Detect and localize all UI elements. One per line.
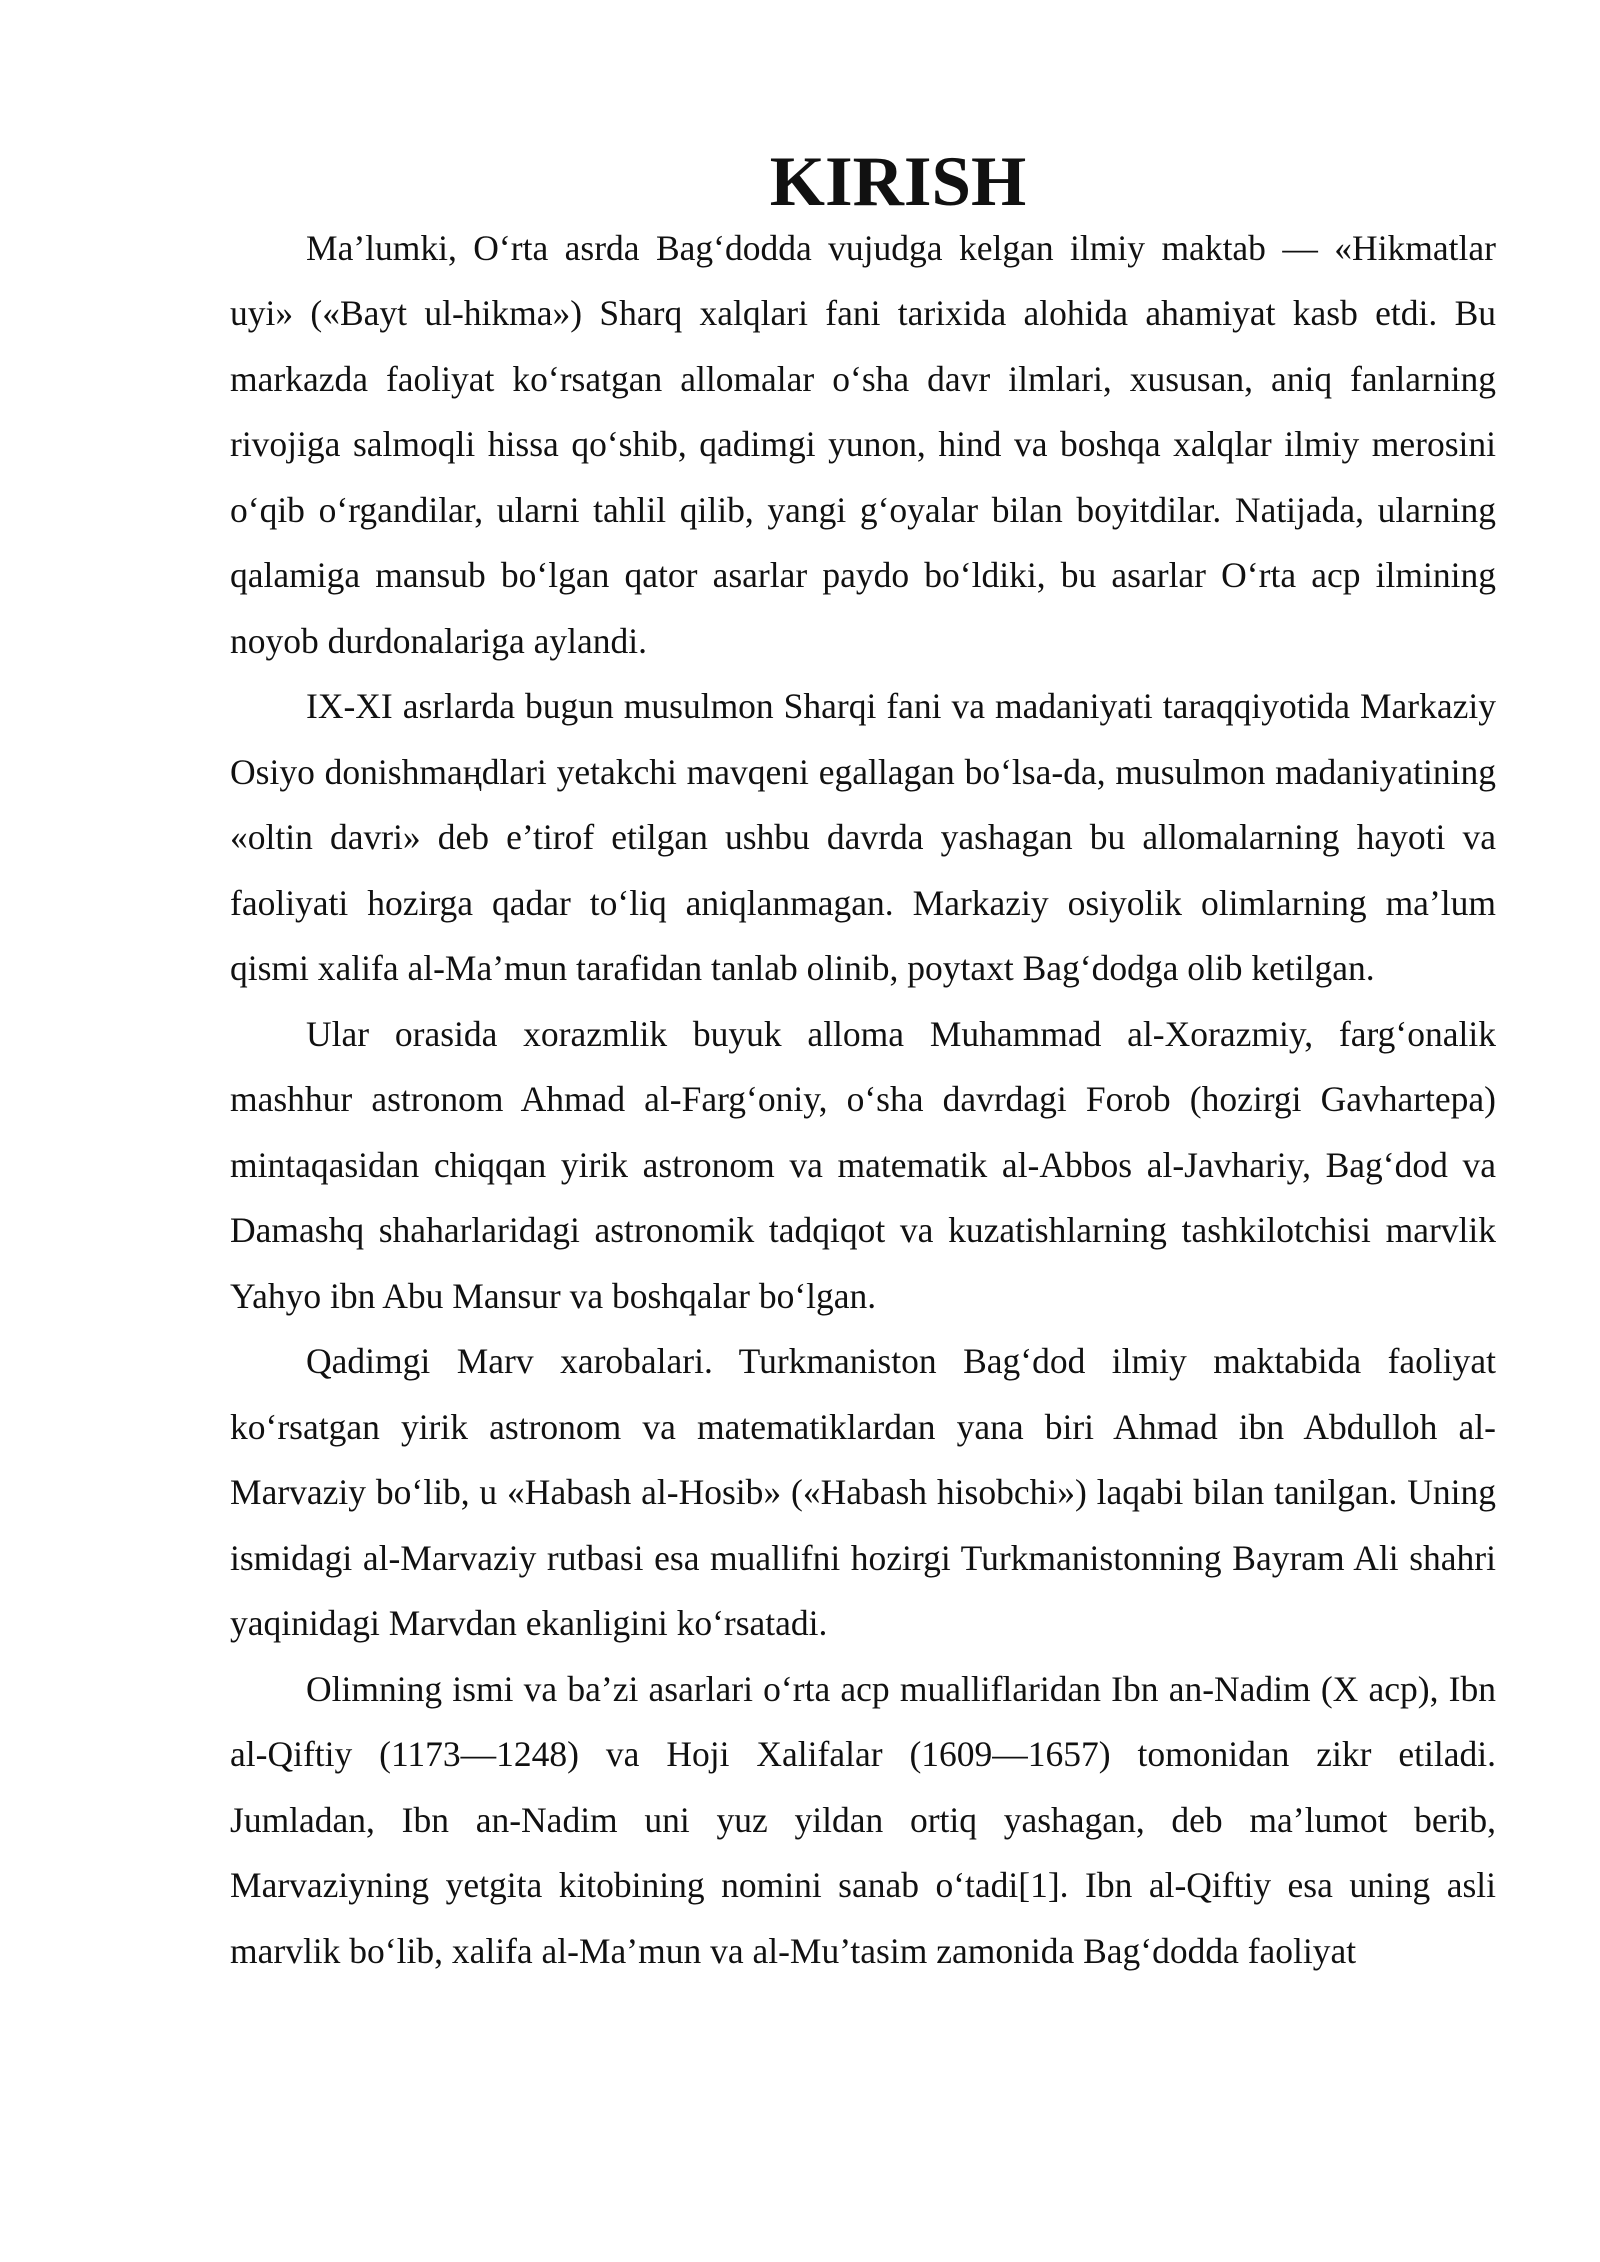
paragraph-2: IX-XI asrlarda bugun musulmon Sharqi fani va madaniyati taraqqiyotida Markaziy Osiyo donishmaңdlari yetakchi mavqeni egallagan bo‘lsa-da, musulmon madaniyatining «oltin davri» deb e’tirof etilgan ushbu davrda yashagan bu allomalarning hayoti va faoliyati hozirga qadar to‘liq aniqlanmagan. Markaziy osiyolik olimlarning ma’lum qismi xalifa al-Ma’mun tarafidan tanlab olinib, poytaxt Bag‘dodga olib ketilgan. xyxy=(230,686,1496,988)
paragraph-1: Ma’lumki, O‘rta asrda Bag‘dodda vujudga kelgan ilmiy maktab — «Hikmatlar uyi» («Bayt ul-hikma») Sharq xalqlari fani tarixida alohida ahamiyat kasb etdi. Bu markazda faoliyat ko‘rsatgan allomalar o‘sha davr ilmlari, xususan, aniq fanlarning rivojiga salmoqli hissa qo‘shib, qadimgi yunon, hind va boshqa xalqlar ilmiy merosini o‘qib o‘rgandilar, ularni tahlil qilib, yangi g‘oyalar bilan boyitdilar. Natijada, ularning qalamiga mansub bo‘lgan qator asarlar paydo bo‘ldiki, bu asarlar O‘rta acp ilmining noyob durdonalariga aylandi. xyxy=(230,227,1496,661)
page-title: KIRISH xyxy=(769,143,1027,221)
paragraph-3: Ular orasida xorazmlik buyuk alloma Muhammad al-Xorazmiy, farg‘onalik mashhur astronom Ahmad al-Farg‘oniy, o‘sha davrdagi Forob (hozirgi Gavhartepa) mintaqasidan chiqqan yirik astronom va matematik al-Abbos al-Javhariy, Bag‘dod va Damashq shaharlaridagi astronomik tadqiqot va kuzatishlarning tashkilotchisi marvlik Yahyo ibn Abu Mansur va boshqalar bo‘lgan. xyxy=(230,1013,1496,1316)
document-page xyxy=(230,143,1496,1984)
paragraph-4: Qadimgi Marv xarobalari. Turkmaniston Bag‘dod ilmiy maktabida faoliyat ko‘rsatgan yirik astronom va matematiklardan yana biri Ahmad ibn Abdulloh al-Marvaziy bo‘lib, u «Habash al-Hosib» («Habash hisobchi») laqabi bilan tanilgan. Uning ismidagi al-Marvaziy rutbasi esa muallifni hozirgi Turkmanistonning Bayram Ali shahri yaqinidagi Marvdan ekanligini ko‘rsatadi. xyxy=(230,1341,1496,1643)
paragraph-5: Olimning ismi va ba’zi asarlari o‘rta acp mualliflaridan Ibn an-Nadim (X acp), Ibn al-Qiftiy (1173—1248) va Hoji Xalifalar (1609—1657) tomonidan zikr etiladi. Jumladan, Ibn an-Nadim uni yuz yildan ortiq yashagan, deb ma’lumot berib, Marvaziyning yetgita kitobining nomini sanab o‘tadi[1]. Ibn al-Qiftiy esa uning asli marvlik bo‘lib, xalifa al-Ma’mun va al-Mu’tasim zamonida Bag‘dodda faoliyat xyxy=(230,1668,1496,1971)
